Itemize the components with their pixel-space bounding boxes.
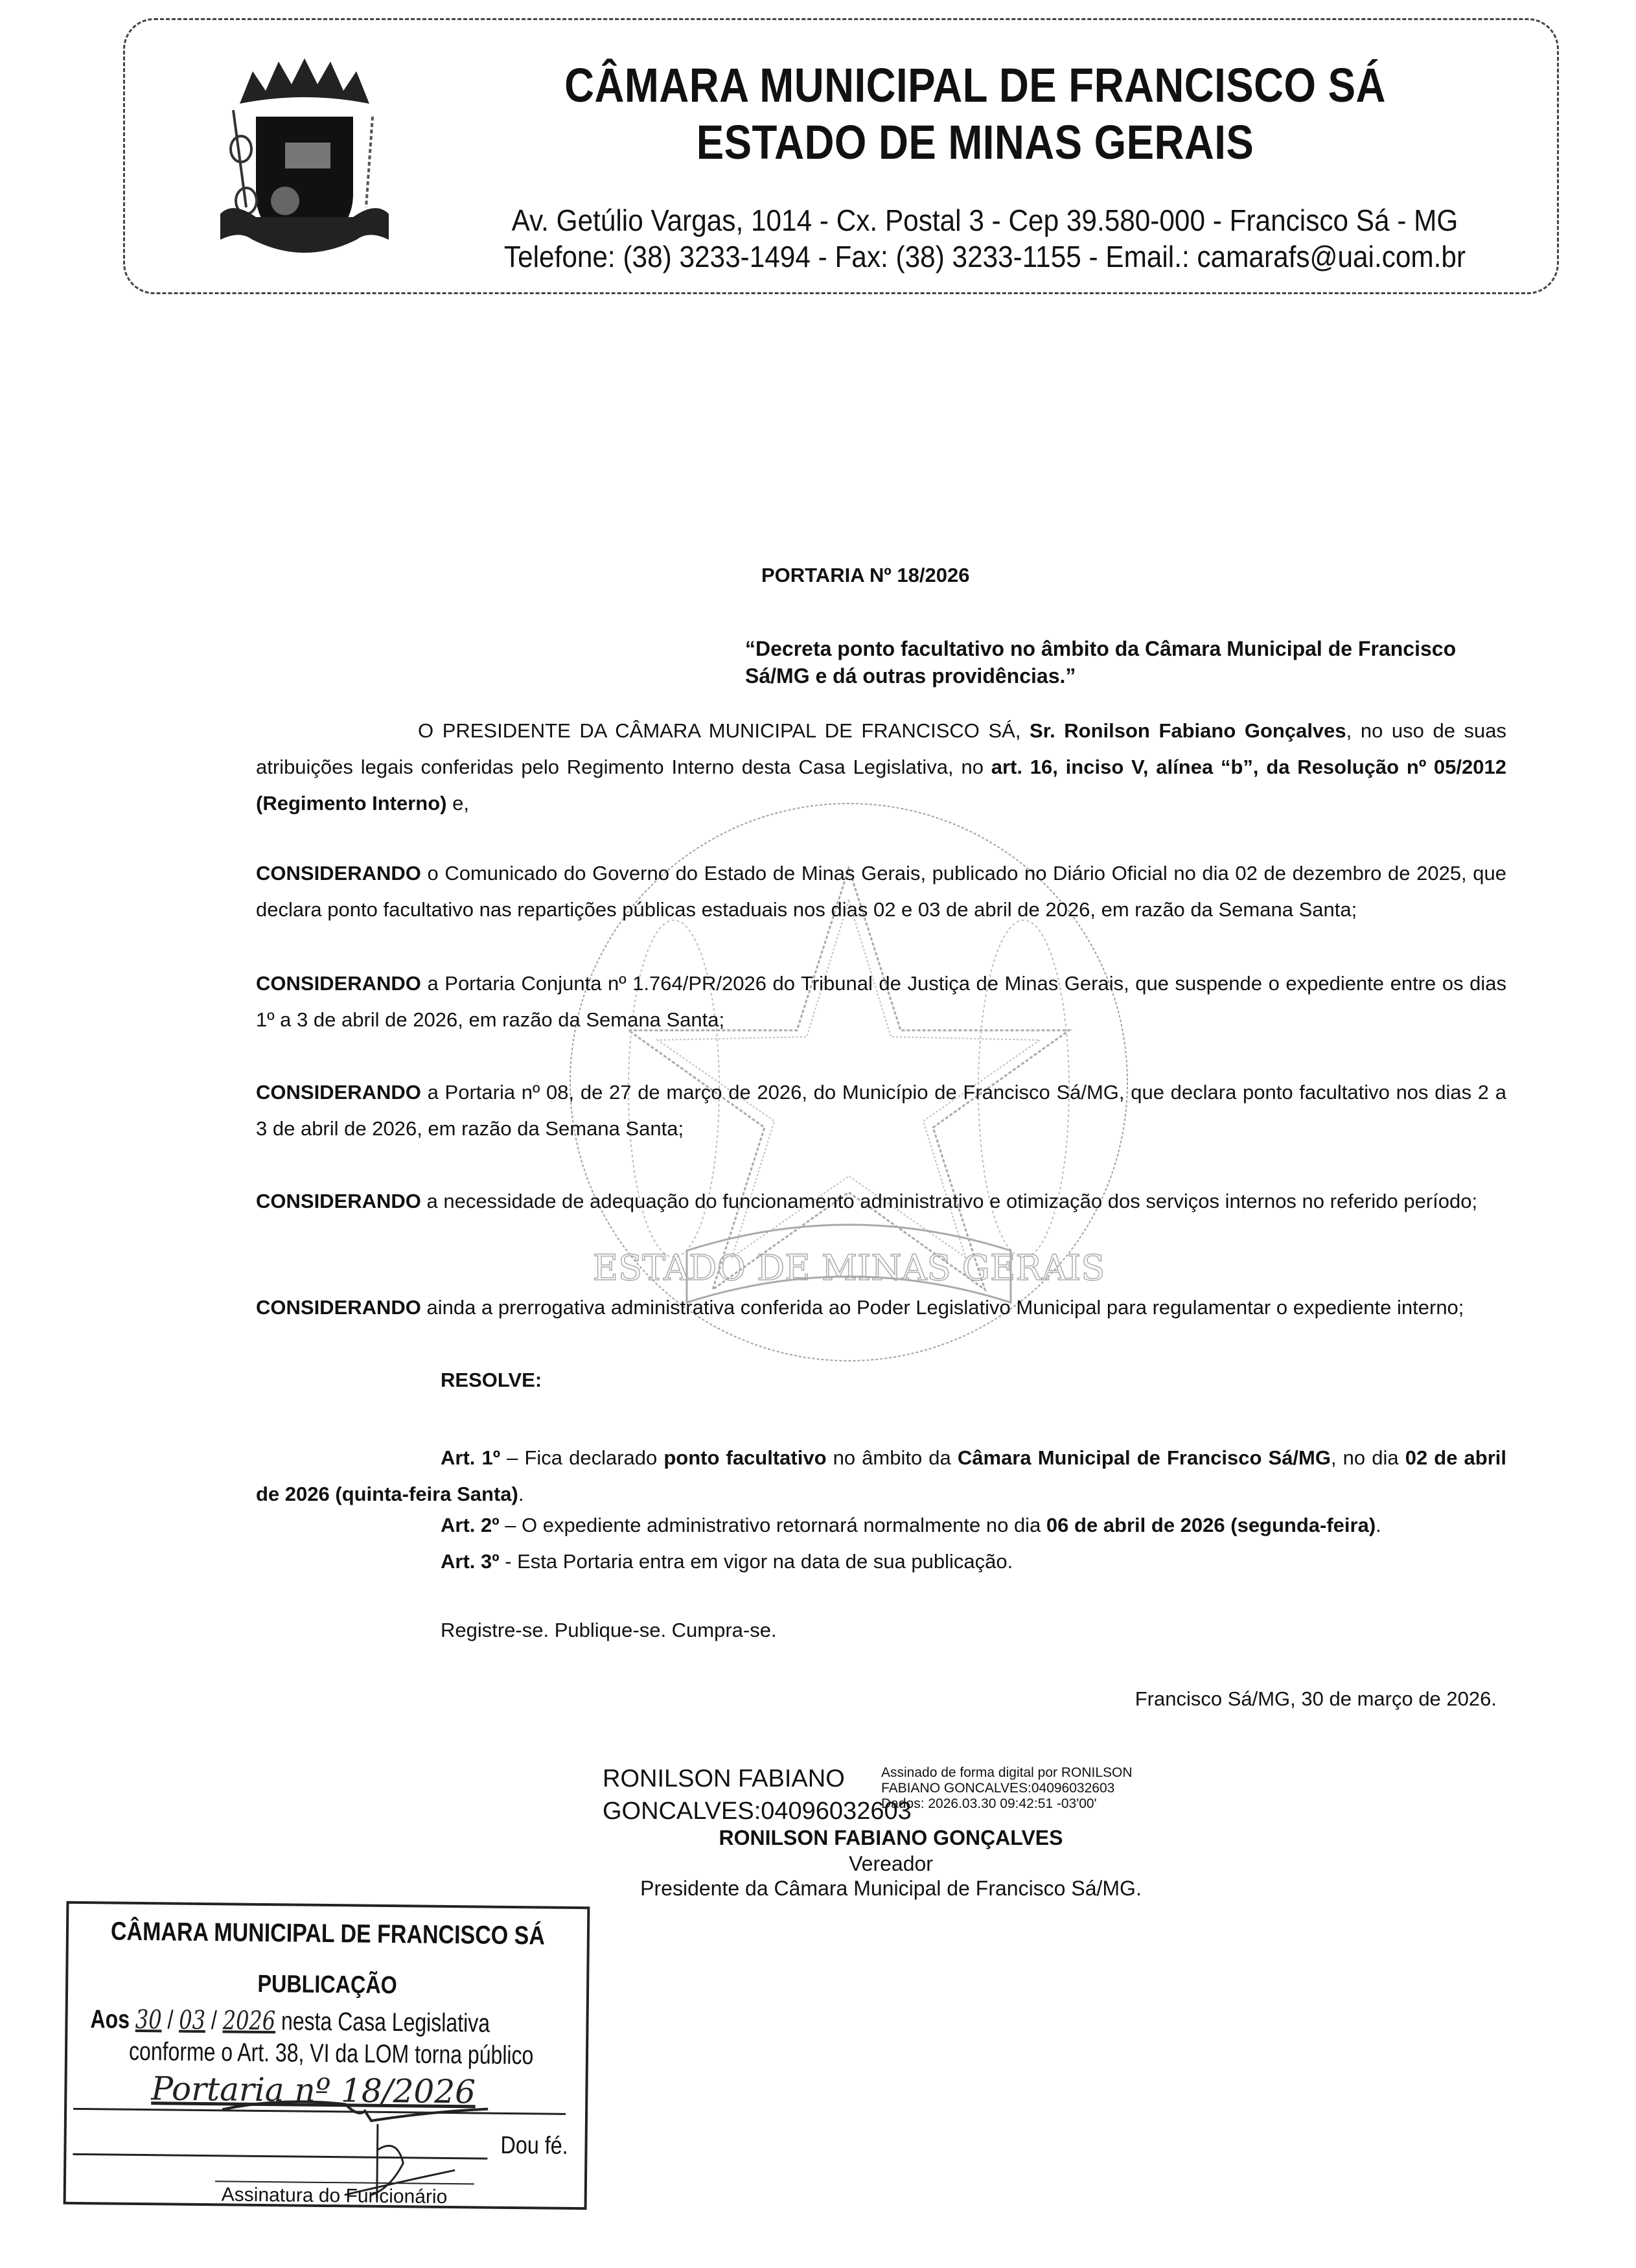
stamp-signature-label: Assinatura do Funcionário — [221, 2184, 448, 2208]
article-text: 06 de abril de 2026 (segunda-feira) — [1046, 1514, 1376, 1536]
closing-formula: Registre-se. Publique-se. Cumpra-se. — [441, 1619, 777, 1641]
article-text: no âmbito da — [826, 1446, 958, 1469]
stamp-prefix: Aos — [90, 2005, 130, 2034]
digital-meta-timestamp: Dados: 2026.03.30 09:42:51 -03'00' — [881, 1796, 1097, 1811]
article-label: Art. 2º — [441, 1514, 500, 1536]
ementa — [745, 635, 1510, 689]
ementa-line-2: Sá/MG e dá outras providências.” — [745, 664, 1076, 688]
seal-text: ESTADO DE MINAS GERAIS — [592, 1247, 1105, 1288]
stamp-header: CÂMARA MUNICIPAL DE FRANCISCO SÁ — [110, 1917, 546, 1950]
signatory-name: RONILSON FABIANO GONÇALVES — [719, 1826, 1063, 1849]
preamble — [256, 713, 1506, 822]
considerando-text: a necessidade de adequação do funcionamento administrativo e otimização dos serviços internos no referido período; — [421, 1190, 1478, 1212]
stamp-suffix: nesta Casa Legislativa — [281, 2007, 490, 2038]
stamp-handwritten-reference: Portaria nº 18/2026 — [151, 2070, 476, 2111]
article-label: Art. 1º — [441, 1446, 501, 1469]
signatory-title: Presidente da Câmara Municipal de Francisco Sá/MG. — [640, 1877, 1142, 1900]
considerando-text: a Portaria Conjunta nº 1.764/PR/2026 do Tribunal de Justiça de Minas Gerais, que suspende o expediente entre os dias 1º a 3 de abril de 2026, em razão da Semana Santa; — [256, 972, 1506, 1031]
considerando-label: CONSIDERANDO — [256, 1190, 421, 1212]
stamp-year: 2026 — [222, 2006, 276, 2037]
stamp-subheader: PUBLICAÇÃO — [257, 1970, 398, 2000]
chamber-name: CÂMARA MUNICIPAL DE FRANCISCO SÁ — [564, 58, 1386, 112]
considerando-5 — [256, 1290, 1506, 1326]
digital-meta-line: FABIANO GONCALVES:04096032603 — [881, 1781, 1115, 1796]
stamp-date-line: Aos 30 / 03 / 2026 nesta Casa Legislativa — [90, 2004, 490, 2038]
article-text: . — [518, 1483, 524, 1505]
portaria-title: PORTARIA Nº 18/2026 — [761, 564, 970, 586]
place-date: Francisco Sá/MG, 30 de março de 2026. — [1135, 1687, 1497, 1710]
article-1 — [256, 1440, 1506, 1512]
letterhead-contact — [496, 202, 1474, 275]
signatory-role: Vereador — [849, 1852, 933, 1875]
letterhead-title — [493, 57, 1457, 171]
digital-name-line: RONILSON FABIANO — [603, 1765, 845, 1792]
article-text: , no dia — [1330, 1446, 1405, 1469]
resolve-heading: RESOLVE: — [441, 1369, 542, 1391]
digital-meta-line: Assinado de forma digital por RONILSON — [881, 1765, 1133, 1780]
digital-signature-name — [603, 1763, 912, 1827]
stamp-legal-line: conforme o Art. 38, VI da LOM torna público — [128, 2037, 534, 2070]
article-text: 02 de abril de 2026 (quinta-feira Santa) — [256, 1446, 1506, 1505]
considerando-text: a Portaria nº 08, de 27 de março de 2026, do Município de Francisco Sá/MG, que declara ponto facultativo nos dias 2 a 3 de abril de 2026, em razão da Semana Santa; — [256, 1081, 1506, 1140]
contact-line: Telefone: (38) 3233-1494 - Fax: (38) 3233-1155 - Email.: camarafs@uai.com.br — [503, 240, 1466, 273]
article-text: – Fica declarado — [500, 1446, 664, 1469]
president-name: Sr. Ronilson Fabiano Gonçalves — [1030, 719, 1346, 742]
article-text: . — [1376, 1514, 1381, 1536]
coat-of-arms-icon — [194, 45, 415, 266]
considerando-label: CONSIDERANDO — [256, 862, 421, 885]
considerando-label: CONSIDERANDO — [256, 1296, 421, 1319]
state-name: ESTADO DE MINAS GERAIS — [696, 115, 1254, 169]
preamble-text: O PRESIDENTE DA CÂMARA MUNICIPAL DE FRANCISCO SÁ, — [418, 719, 1030, 742]
considerando-label: CONSIDERANDO — [256, 972, 421, 995]
preamble-text: e, — [446, 792, 469, 815]
address-line: Av. Getúlio Vargas, 1014 - Cx. Postal 3 - Cep 39.580-000 - Francisco Sá - MG — [511, 203, 1458, 237]
publication-stamp — [63, 1901, 590, 2210]
considerando-2 — [256, 966, 1506, 1038]
stamp-month: 03 — [179, 2005, 206, 2036]
article-text: ponto facultativo — [663, 1446, 827, 1469]
digital-name-line: GONCALVES:04096032603 — [603, 1798, 912, 1825]
article-label: Art. 3º — [441, 1550, 500, 1573]
article-text: Câmara Municipal de Francisco Sá/MG — [957, 1446, 1331, 1469]
article-text: – O expediente administrativo retornará normalmente no dia — [499, 1514, 1046, 1536]
considerando-text: o Comunicado do Governo do Estado de Minas Gerais, publicado no Diário Oficial no dia 02 de dezembro de 2025, que declara ponto facultativo nas repartições públicas estaduais nos dias 02 e 03 de abril de 2026, em razão da Semana Santa; — [256, 862, 1506, 921]
legal-basis: art. 16, inciso V, alínea “b”, da Resolução nº 05/2012 (Regimento Interno) — [256, 756, 1506, 815]
considerando-text: ainda a prerrogativa administrativa conferida ao Poder Legislativo Municipal para regulamentar o expediente interno; — [421, 1296, 1464, 1319]
considerando-4 — [256, 1183, 1506, 1220]
considerando-1 — [256, 855, 1506, 928]
digital-signature-meta — [881, 1765, 1133, 1812]
ementa-line-1: “Decreta ponto facultativo no âmbito da Câmara Municipal de Francisco — [745, 637, 1457, 660]
article-3 — [441, 1550, 1013, 1573]
considerando-label: CONSIDERANDO — [256, 1081, 421, 1104]
stamp-dou-fe: Dou fé. — [500, 2131, 568, 2160]
article-2 — [441, 1514, 1381, 1537]
considerando-3 — [256, 1074, 1506, 1147]
stamp-day: 30 — [135, 2004, 162, 2035]
preamble-text: , no uso de suas atribuições legais conferidas pelo Regimento Interno desta Casa Legislativa, no — [256, 719, 1507, 778]
article-text: - Esta Portaria entra em vigor na data de sua publicação. — [499, 1550, 1013, 1573]
